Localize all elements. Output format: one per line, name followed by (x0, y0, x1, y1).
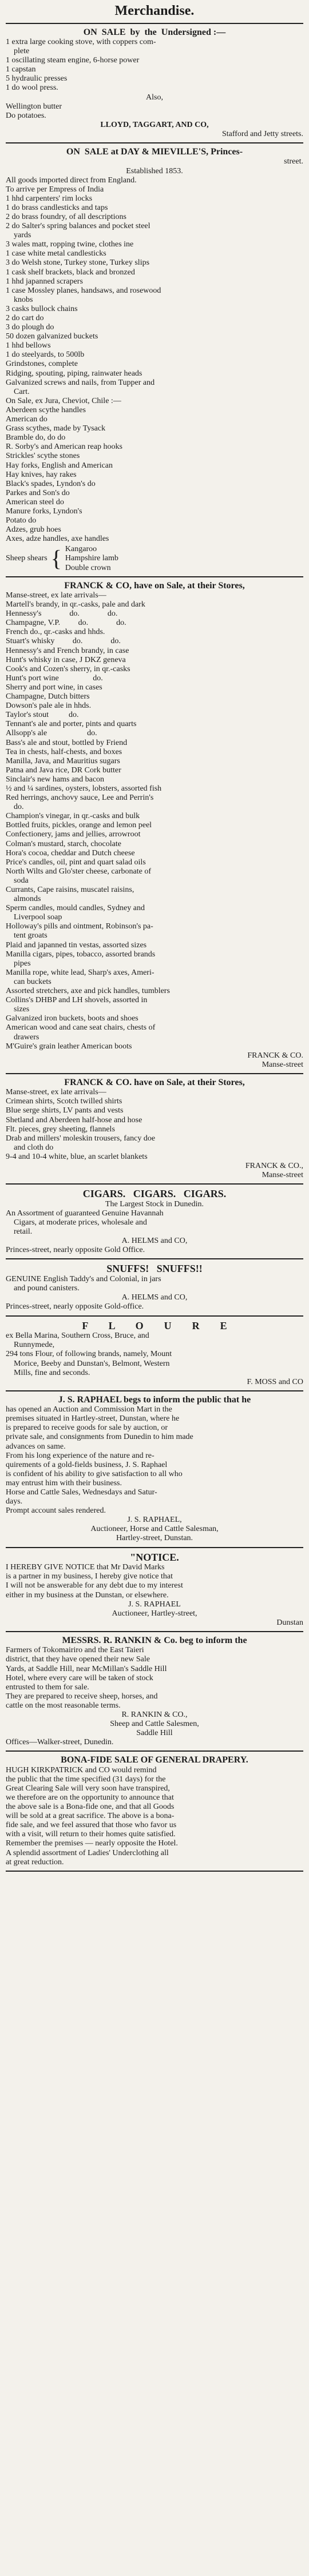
ad-text-line: Champagne, Dutch bitters (6, 692, 90, 701)
ad-text-line: Champagne, V.P. do. do. (6, 619, 126, 628)
ad-text-line: 1 extra large cooking stove, with coppers com- (6, 37, 156, 46)
ad-text-line: FRANCK & CO., (245, 1162, 303, 1171)
divider (6, 1258, 303, 1259)
ad-text-line: A. HELMS and CO, (121, 1293, 188, 1302)
ad-text-line: 3 wales matt, ropping twine, clothes ine (6, 240, 134, 249)
ad-text-line: They are prepared to receive sheep, horses, and (6, 1692, 158, 1701)
ad-text-line: Great Clearing Sale will very soon have transpired, (6, 1784, 170, 1793)
ad-text-line: has opened an Auction and Commission Mart in the (6, 1405, 172, 1414)
ad-text-line: Runnymede, (6, 1341, 55, 1350)
ad-text-line: knobs (6, 295, 33, 304)
advertisement (6, 1188, 303, 1255)
ad-text-line: Shetland and Aberdeen half-hose and hose (6, 1115, 142, 1124)
advertisement (6, 27, 303, 139)
ad-text-line: GENUINE English Taddy's and Colonial, in jars (6, 1275, 161, 1284)
ad-text-line: Mills, fine and seconds. (6, 1368, 90, 1377)
ad-text-line: is prepared to receive goods for sale by auction, or (6, 1423, 168, 1433)
ad-text-line: Hennessy's and French brandy, in case (6, 646, 129, 655)
ad-text-line: Grindstones, complete (6, 360, 78, 369)
ad-text-line: R. Sorby's and American reap hooks (6, 442, 122, 452)
ad-text-line: A. HELMS and CO, (121, 1237, 188, 1246)
ad-text-line: 50 dozen galvanized buckets (6, 332, 98, 341)
ad-text-line: Manilla rope, white lead, Sharp's axes, Ameri- (6, 968, 154, 977)
advertisement (6, 1395, 303, 1544)
ad-text-line: Manse-street (262, 1171, 303, 1180)
ad-text-line: the public that the time specified (31 days) for the (6, 1775, 166, 1784)
ad-text-line: Also, (146, 93, 163, 102)
ad-text-line: Crimean shirts, Scotch twilled shirts (6, 1097, 122, 1106)
ad-text-line: fide sale, and we feel assured that those who favor us (6, 1821, 177, 1830)
ad-text-line: HUGH KIRKPATRICK and CO would remind (6, 1765, 157, 1775)
ad-text-line: Princes-street, nearly opposite Gold-office. (6, 1302, 144, 1311)
ad-text-line: Established 1853. (126, 166, 183, 176)
ad-text-line: Sheep and Cattle Salesmen, (110, 1720, 199, 1729)
ad-text-line: Manse-street (262, 1060, 303, 1069)
ad-text-line: Potato do (6, 516, 37, 525)
ad-text-line: 1 do brass candlesticks and taps (6, 203, 108, 212)
ad-text-line: entrusted to them for sale. (6, 1682, 89, 1692)
ad-text-line: 1 case white metal candlesticks (6, 249, 106, 258)
sheep-shears-item: Kangaroo (65, 545, 97, 554)
ad-text-line: Bramble do, do do (6, 433, 66, 442)
divider (6, 1390, 303, 1391)
ad-text-line: From his long experience of the nature and re- (6, 1451, 154, 1460)
ad-text-line: 3 casks bullock chains (6, 304, 78, 313)
ad-text-line: I HEREBY GIVE NOTICE that Mr David Marks (6, 1563, 165, 1572)
ad-text-line: either in my business at the Dunstan, or elsewhere. (6, 1590, 169, 1600)
ad-text-line: To arrive per Empress of India (6, 185, 104, 194)
ad-text-line: and cloth do (6, 1143, 54, 1152)
ad-text-line: 1 hhd bellows (6, 341, 51, 350)
ad-text-line: Manilla cigars, pipes, tobacco, assorted brands (6, 950, 156, 959)
ad-text-line: CIGARS. CIGARS. CIGARS. (82, 1188, 227, 1200)
ad-text-line: Offices—Walker-street, Dunedin. (6, 1738, 114, 1747)
advertisement (6, 1263, 303, 1311)
ad-text-line: North Wilts and Glo'ster cheese, carbonate of (6, 867, 152, 876)
ad-text-line: Red herrings, anchovy sauce, Lee and Perrin's (6, 793, 154, 803)
ad-text-line: Wellington butter (6, 102, 62, 111)
ad-text-line: American do (6, 415, 47, 424)
ad-text-line: 2 do Salter's spring balances and pocket steel (6, 222, 150, 231)
ad-text-line: LLOYD, TAGGART, AND CO, (100, 120, 209, 129)
ad-text-line: tent groats (6, 931, 47, 940)
advertisement (6, 1552, 303, 1628)
sheep-shears-list (6, 545, 303, 572)
advertisement (6, 1320, 303, 1387)
ad-text-line: An Assortment of guaranteed Genuine Havannah (6, 1209, 164, 1218)
ad-text-line: 294 tons Flour, of following brands, namely, Mount (6, 1350, 172, 1359)
ad-text-line: Colman's mustard, starch, chocolate (6, 839, 121, 848)
ad-text-line: we therefore are on the opportunity to announce that (6, 1793, 174, 1803)
divider (6, 1750, 303, 1752)
ad-text-line: Bass's ale and stout, bottled by Friend (6, 738, 128, 747)
divider (6, 142, 303, 143)
divider (6, 576, 303, 577)
ad-text-line: FRANCK & CO. have on Sale, at their Stores, (64, 1077, 245, 1087)
ad-text-line: ex Bella Marina, Southern Cross, Bruce, and (6, 1331, 149, 1341)
ad-text-line: plete (6, 47, 30, 56)
ad-text-line: Auctioneer, Hartley-street, (112, 1609, 197, 1618)
ad-text-line: Sherry and port wine, in cases (6, 683, 102, 692)
ad-text-line: Sinclair's new hams and bacon (6, 775, 105, 784)
ad-text-line: 1 hhd carpenters' rim locks (6, 194, 93, 203)
ad-text-line: Ridging, spouting, piping, rainwater heads (6, 369, 142, 378)
ad-text-line: Hunt's port wine do. (6, 673, 103, 683)
ad-text-line: Hotel, where every care will be taken of stock (6, 1673, 153, 1682)
ad-text-line: premises situated in Hartley-street, Dunstan, where he (6, 1414, 180, 1423)
ad-text-line: Manilla, Java, and Mauritius sugars (6, 756, 120, 765)
ad-text-line: Farmers of Tokomairiro and the East Taieri (6, 1646, 144, 1655)
ad-text-line: Holloway's pills and ointment, Robinson's pa- (6, 922, 153, 931)
ad-text-line: retail. (6, 1227, 33, 1237)
ad-text-line: street. (284, 157, 303, 166)
brace-icon: { (50, 545, 62, 572)
ad-text-line: district, that they have opened their new Sale (6, 1655, 150, 1664)
ad-text-line: Sperm candles, mould candles, Sydney and (6, 904, 145, 913)
ad-text-line: 1 capstan (6, 65, 36, 74)
ad-text-line: J. S. RAPHAEL begs to inform the public that he (58, 1394, 251, 1405)
ad-text-line: almonds (6, 895, 41, 904)
ad-text-line: F L O U R E (82, 1319, 227, 1331)
ad-text-line: soda (6, 876, 29, 885)
ad-text-line: Galvanized screws and nails, from Tupper and (6, 378, 155, 387)
ad-text-line: 1 do steelyards, to 500lb (6, 350, 85, 360)
ad-text-line: R. RANKIN & CO., (121, 1710, 188, 1719)
ad-text-line: BONA-FIDE SALE OF GENERAL DRAPERY. (61, 1755, 248, 1765)
ad-text-line: All goods imported direct from England. (6, 176, 137, 185)
ad-text-line: may entrust him with their business. (6, 1478, 122, 1488)
divider (6, 23, 303, 24)
ad-text-line: SNUFFS! SNUFFS!! (106, 1263, 203, 1275)
advertisement (6, 581, 303, 1070)
ad-text-line: J. S. RAPHAEL (128, 1600, 181, 1609)
ad-text-line: Axes, adze handles, axe handles (6, 535, 109, 544)
ad-text-line: can buckets (6, 977, 52, 986)
ad-text-line: ON SALE by the Undersigned :— (83, 27, 226, 37)
ad-text-line: 5 hydraulic presses (6, 74, 68, 83)
ad-text-line: Dowson's pale ale in hhds. (6, 701, 92, 711)
ad-text-line: pipes (6, 959, 31, 968)
sheep-shears-label: Sheep shears (6, 554, 47, 563)
ad-text-line: Tennant's ale and porter, pints and quarts (6, 720, 137, 729)
ad-text-line: Stuart's whisky do. do. (6, 637, 121, 646)
ad-text-line: Remember the premises — nearly opposite the Hotel. (6, 1839, 178, 1848)
ad-text-line: "NOTICE. (130, 1551, 179, 1563)
ad-text-line: Hartley-street, Dunstan. (116, 1534, 193, 1543)
ad-text-line: Currants, Cape raisins, muscatel raisins, (6, 886, 134, 895)
ad-text-line: and pound canisters. (6, 1284, 80, 1293)
column-title: Merchandise. (114, 3, 195, 18)
ad-text-line: M'Guire's grain leather American boots (6, 1042, 132, 1051)
ad-text-line: 1 oscillating steam engine, 6-horse power (6, 56, 140, 65)
ad-text-line: cattle on the most reasonable terms. (6, 1701, 121, 1710)
ad-text-line: MESSRS. R. RANKIN & Co. beg to inform the (62, 1635, 247, 1645)
ad-text-line: Tea in chests, half-chests, and boxes (6, 747, 122, 756)
ad-text-line: Martell's brandy, in qr.-casks, pale and dark (6, 600, 145, 609)
ad-text-line: 3 do Welsh stone, Turkey stone, Turkey slips (6, 258, 150, 268)
ad-text-line: Hennessy's do. do. (6, 609, 118, 619)
ad-text-line: Yards, at Saddle Hill, near McMillan's Saddle Hill (6, 1664, 167, 1673)
ad-text-line: will be sold at a great sacrifice. The above is a bona- (6, 1812, 175, 1821)
ad-text-line: Hora's cocoa, cheddar and Dutch cheese (6, 848, 135, 858)
divider (6, 1315, 303, 1317)
advertisement (6, 147, 303, 573)
ad-text-line: Assorted stretchers, axe and pick handles, tumblers (6, 987, 170, 996)
ad-text-line: is a partner in my business, I hereby give notice that (6, 1572, 173, 1581)
ad-text-line: 2 do brass foundry, of all descriptions (6, 212, 126, 221)
ad-text-line: A splendid assortment of Ladies' Underclothing all (6, 1848, 169, 1857)
ad-text-line: Galvanized iron buckets, boots and shoes (6, 1014, 138, 1023)
ad-text-line: I will not be answerable for any debt due to my interest (6, 1581, 183, 1590)
ad-text-line: FRANCK & CO. (247, 1051, 303, 1060)
ad-text-line: Blue serge shirts, LV pants and vests (6, 1106, 124, 1115)
ad-text-line: 1 hhd japanned scrapers (6, 277, 83, 286)
ad-text-line: Cart. (6, 387, 30, 396)
ad-text-line: Manure forks, Lyndon's (6, 507, 82, 516)
advertisement (6, 1636, 303, 1747)
ad-text-line: Liverpool soap (6, 913, 62, 922)
ad-text-line: French do., qr.-casks and hhds. (6, 628, 105, 637)
ad-text-line: Cigars, at moderate prices, wholesale and (6, 1218, 147, 1227)
ad-text-line: Princes-street, nearly opposite Gold Office. (6, 1246, 145, 1255)
ad-text-line: at great reduction. (6, 1857, 64, 1867)
ad-text-line: Flt. pieces, grey sheeting, flannels (6, 1124, 115, 1134)
ad-text-line: ½ and ¼ sardines, oysters, lobsters, assorted fish (6, 784, 162, 793)
ad-text-line: private sale, and consignments from Dunedin to him made (6, 1433, 193, 1442)
ad-text-line: Adzes, grub hoes (6, 525, 61, 535)
ad-text-line: Cook's and Cozen's sherry, in qr.-casks (6, 664, 130, 673)
ad-text-line: American steel do (6, 497, 64, 507)
ad-text-line: drawers (6, 1032, 39, 1042)
ad-text-line: Black's spades, Lyndon's do (6, 479, 96, 488)
ad-text-line: Morice, Beeby and Dunstan's, Belmont, Western (6, 1359, 170, 1368)
ad-text-line: 3 do plough do (6, 323, 54, 332)
sheep-shears-item: Hampshire lamb (65, 554, 118, 563)
ad-text-line: Drab and millers' moleskin trousers, fancy doe (6, 1134, 156, 1143)
divider (6, 1073, 303, 1074)
ad-text-line: do. (6, 803, 24, 812)
ad-text-line: Aberdeen scythe handles (6, 405, 86, 414)
ad-text-line: J. S. RAPHAEL, (127, 1516, 182, 1525)
ad-text-line: 1 do wool press. (6, 83, 58, 93)
ad-text-line: yards (6, 231, 31, 240)
ad-text-line: Confectionery, jams and jellies, arrowroot (6, 830, 141, 839)
ad-text-line: ON SALE at DAY & MIEVILLE'S, Princes- (66, 147, 243, 157)
ad-text-line: Auctioneer, Horse and Cattle Salesman, (90, 1525, 219, 1534)
ad-text-line: Allsopp's ale do. (6, 729, 97, 738)
ad-text-line: Price's candles, oil, pint and quart salad oils (6, 858, 146, 867)
ad-text-line: F. MOSS and CO (247, 1377, 303, 1386)
ad-text-line: Collins's DHBP and LH shovels, assorted in (6, 996, 148, 1005)
ad-text-line: Do potatoes. (6, 111, 46, 120)
ad-text-line: is confident of his ability to give satisfaction to all who (6, 1469, 183, 1478)
ad-text-line: Grass scythes, made by Tysack (6, 424, 106, 433)
divider (6, 1871, 303, 1872)
ad-text-line: Saddle Hill (136, 1729, 173, 1738)
ad-text-line: American wood and cane seat chairs, chests of (6, 1023, 156, 1032)
ad-text-line: 2 do cart do (6, 314, 44, 322)
divider (6, 1631, 303, 1632)
ad-text-line: 1 cask shelf brackets, black and bronzed (6, 268, 135, 277)
ad-text-line: sizes (6, 1005, 30, 1014)
ad-text-line: Parkes and Son's do (6, 488, 70, 497)
ad-text-line: Stafford and Jetty streets. (221, 129, 303, 138)
ad-text-line: the above sale is a Bona-fide one, and that all Goods (6, 1803, 175, 1812)
ad-text-line: The Largest Stock in Dunedin. (105, 1199, 204, 1209)
ad-text-line: Dunstan (276, 1618, 303, 1627)
ad-text-line: 1 case Mossley planes, handsaws, and rosewood (6, 286, 161, 295)
ad-text-line: 9-4 and 10-4 white, blue, an scarlet blankets (6, 1152, 148, 1161)
ad-text-line: Plaid and japanned tin vestas, assorted sizes (6, 940, 147, 950)
advertisements-column (6, 27, 303, 1872)
ad-text-line: Hay knives, hay rakes (6, 470, 77, 479)
ad-text-line: Prompt account sales rendered. (6, 1506, 106, 1516)
advertisement (6, 1078, 303, 1180)
divider (6, 1183, 303, 1185)
ad-text-line: Patna and Java rice, DR Cork butter (6, 765, 121, 775)
ad-text-line: Manse-street, ex late arrivals— (6, 591, 106, 600)
ad-text-line: Champion's vinegar, in qr.-casks and bulk (6, 812, 140, 821)
ad-text-line: Hay forks, English and American (6, 461, 113, 470)
advertisement (6, 1755, 303, 1867)
ad-text-line: Horse and Cattle Sales, Wednesdays and Satur- (6, 1488, 157, 1497)
ad-text-line: days. (6, 1497, 23, 1506)
ad-text-line: advances on same. (6, 1442, 66, 1451)
ad-text-line: On Sale, ex Jura, Cheviot, Chile :— (6, 396, 121, 405)
sheep-shears-item: Double crown (65, 563, 111, 572)
divider (6, 1547, 303, 1548)
ad-text-line: FRANCK & CO, have on Sale, at their Stores, (64, 580, 245, 591)
ad-text-line: quirements of a gold-fields business, J. S. Raphael (6, 1460, 168, 1469)
ad-text-line: Bottled fruits, pickles, orange and lemon peel (6, 821, 152, 830)
ad-text-line: Manse-street, ex late arrivals— (6, 1088, 106, 1097)
ad-text-line: Hunt's whisky in case, J DKZ geneva (6, 655, 126, 664)
ad-text-line: Taylor's stout do. (6, 711, 79, 720)
ad-text-line: Strickles' scythe stones (6, 452, 80, 461)
ad-text-line: with a visit, will return to their homes quite satisfied. (6, 1830, 176, 1839)
